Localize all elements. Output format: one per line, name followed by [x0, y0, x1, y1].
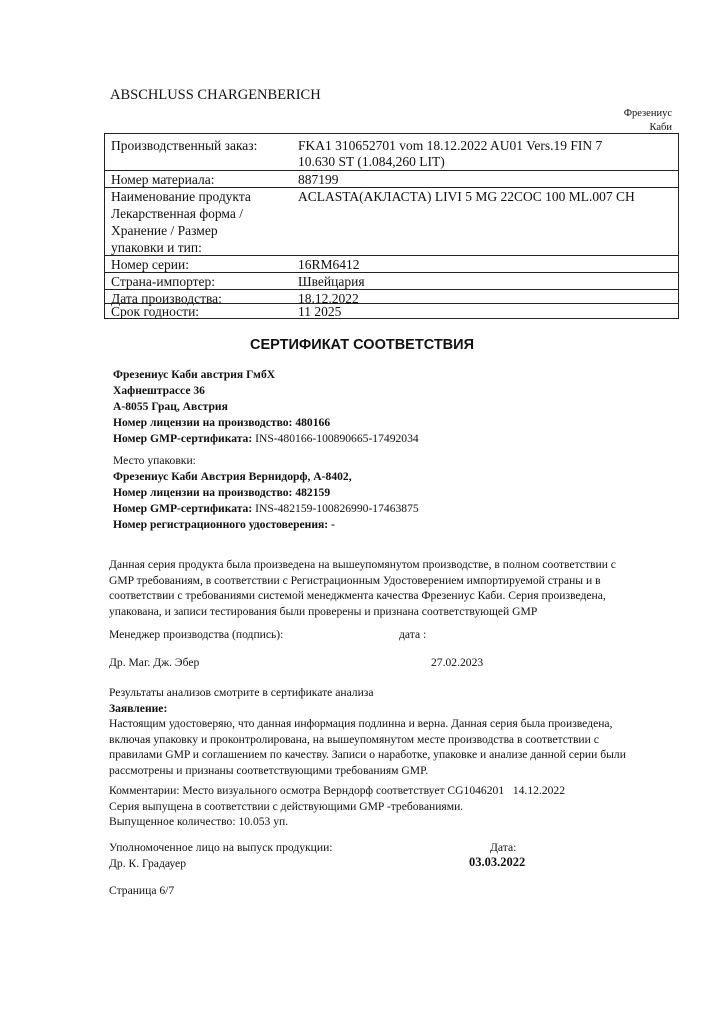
manufacturer-name: Фрезениус Каби австрия ГмбХ	[113, 368, 276, 381]
product-value: ACLASTA(АКЛАСТА) LIVI 5 MG 22COC 100 ML.007 CH	[298, 189, 635, 204]
manufacturer-license: Номер лицензии на производство: 480166	[113, 416, 331, 429]
form-label-line2: Хранение / Размер	[111, 223, 218, 238]
form-label-line1: Лекарственная форма /	[111, 206, 243, 221]
declaration-block: Результаты анализов смотрите в сертификате анализа Заявление: Настоящим удостоверяю, что данная информация подлинна и верна. Данная серия была произведена, включая упаковку и проконтролирована, на вышеупомянутом месте производства в соответствии с правилами GMP и соглашением по качеству. Записи о наработке, упаковке и анализе данной серии были рассмотрены и признаны соответствующими требованиям GMP.	[109, 685, 669, 778]
comments-line1: Комментарии: Место визуального осмотра Верндорф соответствует CG1046201 14.12.2022	[109, 784, 565, 797]
expiry-label: Срок годности:	[111, 304, 200, 319]
comments-line2: Серия выпущена в соответствии с действующими GMP -требованиями.	[109, 799, 464, 813]
batch-value: 16RM6412	[298, 257, 360, 272]
analysis-results-text: Результаты анализов смотрите в сертификате анализа	[109, 686, 374, 699]
release-date-label: Дата:	[490, 841, 517, 854]
country-label: Страна-импортер:	[111, 274, 216, 289]
order-label: Производственный заказ:	[111, 138, 258, 153]
form-label-line3: упаковки и тип:	[111, 240, 202, 255]
batch-info-table	[104, 133, 679, 319]
table-divider	[105, 255, 678, 256]
material-label: Номер материала:	[111, 172, 215, 187]
certificate-title: СЕРТИФИКАТ СООТВЕТСТВИЯ	[250, 337, 474, 353]
comments-block	[109, 783, 669, 830]
packaging-license: Номер лицензии на производство: 482159	[113, 486, 331, 499]
production-manager-date: 27.02.2023	[431, 656, 484, 669]
production-manager-label: Менеджер производства (подпись):	[109, 628, 284, 641]
product-label: Наименование продукта	[111, 189, 251, 204]
order-value-line2: 10.630 ST (1.084,260 LIT)	[298, 154, 445, 169]
batch-label: Номер серии:	[111, 257, 190, 272]
release-label: Уполномоченное лицо на выпуск продукции:	[109, 841, 333, 854]
page-number: Страница 6/7	[109, 884, 175, 897]
expiry-value: 11 2025	[298, 304, 342, 319]
manufacturer-city: А-8055 Грац, Австрия	[113, 400, 228, 413]
prod-date-label: Дата производства:	[111, 291, 222, 306]
order-value-line1: FKA1 310652701 vom 18.12.2022 AU01 Vers.19 FIN 7	[298, 138, 603, 153]
packaging-block	[113, 453, 419, 533]
packaging-site-name: Фрезениус Каби Австрия Вернидорф, А-8402,	[113, 470, 352, 483]
company-name-top	[592, 107, 672, 135]
release-date: 03.03.2022	[469, 855, 526, 869]
production-manager-name: Др. Маг. Дж. Эбер	[109, 656, 200, 669]
company-line1: Фрезениус	[623, 108, 672, 119]
report-title: ABSCHLUSS CHARGENBERICH	[110, 87, 321, 103]
release-name: Др. К. Градауер	[109, 857, 186, 870]
manufacturer-street: Хафнештрассе 36	[113, 384, 205, 397]
packaging-gmp: Номер GMP-сертификата: INS-482159-100826990-17463875	[113, 502, 419, 515]
country-value: Швейцария	[298, 274, 365, 289]
packaging-reg: Номер регистрационного удостоверения: -	[113, 518, 335, 531]
manufacturer-block	[113, 367, 419, 447]
packaging-site-label: Место упаковки:	[113, 454, 196, 467]
prod-date-value: 18.12.2022	[298, 291, 359, 306]
company-line2: Каби	[649, 122, 672, 133]
production-manager-date-label: дата :	[399, 628, 427, 641]
material-value: 887199	[298, 172, 339, 187]
manufacturer-gmp: Номер GMP-сертификата: INS-480166-100890665-17492034	[113, 432, 419, 445]
declaration-title: Заявление:	[109, 701, 168, 715]
statement-paragraph: Данная серия продукта была произведена на вышеупомянутом производстве, в полном соответствии с GMP требованиям, в соответствии с Регистрационным Удостоверением импортируемой страны и в соответствии с требованиями системой менеджмента качества Фрезениус Каби. Серия произведена, упакована, и записи тестирования были проверены и признана соответствующей GMP	[109, 558, 616, 618]
comments-line3: Выпущенное количество: 10.053 уп.	[109, 815, 289, 828]
